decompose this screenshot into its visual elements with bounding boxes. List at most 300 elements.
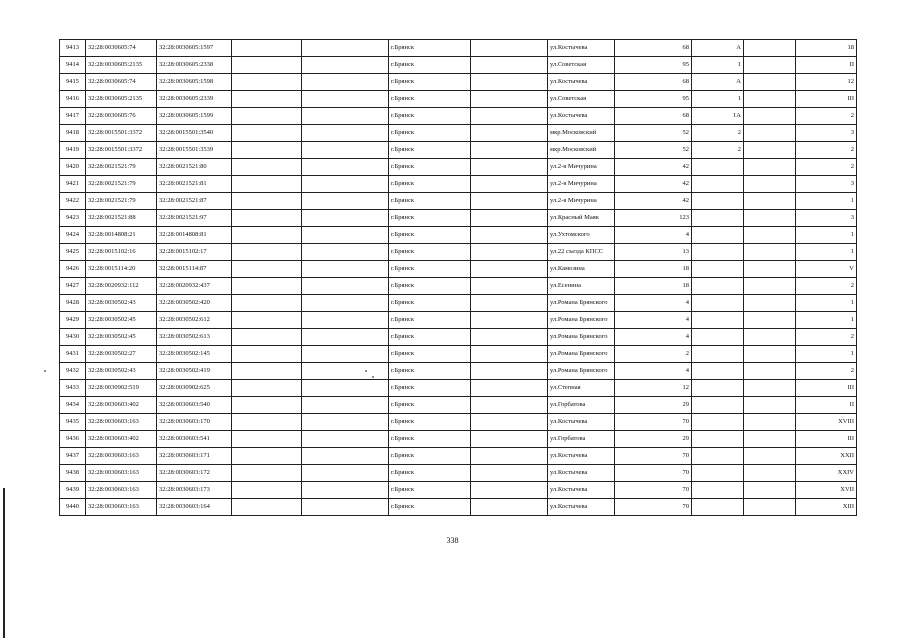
street-cell: ул.Костычева [548,499,615,516]
cadastral-number-cell: 32:28:0030502:613 [157,329,232,346]
cadastral-number-cell: 32:28:0030603:541 [157,431,232,448]
city-cell: г.Брянск [389,193,471,210]
table-row [60,108,857,125]
city-cell: г.Брянск [389,329,471,346]
empty-cell [471,312,548,329]
house-number-cell: 52 [615,125,692,142]
cadastral-block-cell: 32:28:0021521:79 [86,176,157,193]
empty-cell [302,363,389,380]
row-number-cell: 9440 [60,499,86,516]
apartment-cell: 2 [796,142,857,159]
empty-cell [471,159,548,176]
empty-cell [471,91,548,108]
row-number-cell: 9416 [60,91,86,108]
table-row [60,74,857,91]
empty-cell [744,159,796,176]
building-cell: 2 [692,125,744,142]
apartment-cell: 1 [796,346,857,363]
table-row [60,329,857,346]
street-cell: ул.Красный Маяк [548,210,615,227]
city-cell: г.Брянск [389,346,471,363]
city-cell: г.Брянск [389,278,471,295]
table-row [60,482,857,499]
empty-cell [744,261,796,278]
cadastral-block-cell: 32:28:0030502:45 [86,312,157,329]
empty-cell [744,312,796,329]
empty-cell [471,414,548,431]
apartment-cell: XXIV [796,465,857,482]
cadastral-block-cell: 32:28:0030502:43 [86,363,157,380]
scan-speck [365,370,367,372]
apartment-cell: II [796,57,857,74]
house-number-cell: 70 [615,448,692,465]
table-row [60,125,857,142]
house-number-cell: 70 [615,499,692,516]
apartment-cell: 12 [796,74,857,91]
empty-cell [302,346,389,363]
table-row [60,159,857,176]
street-cell: ул.Романа Брянского [548,312,615,329]
house-number-cell: 42 [615,193,692,210]
empty-cell [302,142,389,159]
empty-cell [302,227,389,244]
empty-cell [744,176,796,193]
empty-cell [744,482,796,499]
table-row [60,91,857,108]
apartment-cell: 2 [796,363,857,380]
empty-cell [302,295,389,312]
building-cell [692,312,744,329]
empty-cell [232,74,302,91]
empty-cell [744,227,796,244]
empty-cell [302,329,389,346]
street-cell: ул.Есенина [548,278,615,295]
street-cell: ул.Романа Брянского [548,329,615,346]
cadastral-number-cell: 32:28:0021521:80 [157,159,232,176]
building-cell [692,397,744,414]
street-cell: ул.2-я Мичурина [548,176,615,193]
house-number-cell: 4 [615,329,692,346]
empty-cell [471,397,548,414]
empty-cell [744,278,796,295]
building-cell: 1А [692,108,744,125]
table-row [60,397,857,414]
empty-cell [302,244,389,261]
city-cell: г.Брянск [389,448,471,465]
empty-cell [302,57,389,74]
row-number-cell: 9432 [60,363,86,380]
empty-cell [302,125,389,142]
cadastral-block-cell: 32:28:0015501:3372 [86,125,157,142]
table-row [60,278,857,295]
street-cell: ул.Костычева [548,448,615,465]
table-row [60,295,857,312]
house-number-cell: 42 [615,176,692,193]
cadastral-number-cell: 32:28:0030502:420 [157,295,232,312]
empty-cell [744,125,796,142]
street-cell: ул.22 съезда КПСС [548,244,615,261]
row-number-cell: 9438 [60,465,86,482]
apartment-cell: 1 [796,227,857,244]
empty-cell [471,380,548,397]
empty-cell [232,108,302,125]
empty-cell [232,312,302,329]
registry-table-body [60,40,857,516]
row-number-cell: 9418 [60,125,86,142]
row-number-cell: 9431 [60,346,86,363]
row-number-cell: 9435 [60,414,86,431]
house-number-cell: 95 [615,91,692,108]
empty-cell [471,448,548,465]
empty-cell [471,210,548,227]
empty-cell [471,108,548,125]
street-cell: ул.Горбатова [548,431,615,448]
empty-cell [302,312,389,329]
house-number-cell: 2 [615,346,692,363]
cadastral-block-cell: 32:28:0021521:79 [86,193,157,210]
empty-cell [744,431,796,448]
cadastral-block-cell: 32:28:0030603:402 [86,397,157,414]
empty-cell [471,74,548,91]
cadastral-block-cell: 32:28:0015501:3372 [86,142,157,159]
empty-cell [744,244,796,261]
city-cell: г.Брянск [389,210,471,227]
house-number-cell: 18 [615,261,692,278]
cadastral-block-cell: 32:28:0015102:16 [86,244,157,261]
cadastral-block-cell: 32:28:0030605:76 [86,108,157,125]
building-cell [692,244,744,261]
city-cell: г.Брянск [389,74,471,91]
empty-cell [744,329,796,346]
building-cell [692,380,744,397]
row-number-cell: 9425 [60,244,86,261]
apartment-cell: III [796,91,857,108]
empty-cell [302,261,389,278]
empty-cell [744,108,796,125]
empty-cell [302,482,389,499]
city-cell: г.Брянск [389,295,471,312]
row-number-cell: 9424 [60,227,86,244]
building-cell [692,159,744,176]
cadastral-number-cell: 32:28:0030605:1598 [157,74,232,91]
empty-cell [744,465,796,482]
empty-cell [232,448,302,465]
empty-cell [471,346,548,363]
house-number-cell: 52 [615,142,692,159]
empty-cell [302,448,389,465]
empty-cell [302,159,389,176]
cadastral-block-cell: 32:28:0030605:2135 [86,91,157,108]
empty-cell [302,91,389,108]
city-cell: г.Брянск [389,108,471,125]
building-cell [692,448,744,465]
empty-cell [232,329,302,346]
empty-cell [232,397,302,414]
city-cell: г.Брянск [389,91,471,108]
empty-cell [471,40,548,57]
empty-cell [471,465,548,482]
cadastral-block-cell: 32:28:0030605:74 [86,40,157,57]
building-cell [692,193,744,210]
empty-cell [471,329,548,346]
row-number-cell: 9433 [60,380,86,397]
house-number-cell: 4 [615,363,692,380]
table-row [60,193,857,210]
table-row [60,380,857,397]
apartment-cell: III [796,380,857,397]
apartment-cell: II [796,397,857,414]
table-row [60,244,857,261]
row-number-cell: 9420 [60,159,86,176]
street-cell: ул.Костычева [548,108,615,125]
building-cell [692,499,744,516]
empty-cell [744,363,796,380]
empty-cell [232,278,302,295]
house-number-cell: 4 [615,312,692,329]
house-number-cell: 68 [615,108,692,125]
empty-cell [302,499,389,516]
street-cell: ул.Костычева [548,482,615,499]
cadastral-number-cell: 32:28:0015114:87 [157,261,232,278]
empty-cell [471,261,548,278]
house-number-cell: 123 [615,210,692,227]
apartment-cell: 2 [796,159,857,176]
apartment-cell: 1 [796,295,857,312]
house-number-cell: 68 [615,40,692,57]
empty-cell [232,40,302,57]
empty-cell [471,278,548,295]
cadastral-block-cell: 32:28:0030502:43 [86,295,157,312]
empty-cell [232,465,302,482]
empty-cell [302,74,389,91]
apartment-cell: 18 [796,40,857,57]
cadastral-number-cell: 32:28:0014808:81 [157,227,232,244]
row-number-cell: 9427 [60,278,86,295]
city-cell: г.Брянск [389,465,471,482]
empty-cell [744,346,796,363]
table-row [60,312,857,329]
city-cell: г.Брянск [389,261,471,278]
house-number-cell: 70 [615,465,692,482]
row-number-cell: 9419 [60,142,86,159]
apartment-cell: 3 [796,125,857,142]
empty-cell [232,244,302,261]
empty-cell [232,363,302,380]
empty-cell [232,295,302,312]
empty-cell [471,176,548,193]
empty-cell [232,125,302,142]
empty-cell [471,431,548,448]
street-cell: мкр.Московский [548,142,615,159]
empty-cell [471,125,548,142]
street-cell: ул.2-я Мичурина [548,193,615,210]
cadastral-number-cell: 32:28:0021521:97 [157,210,232,227]
table-row [60,431,857,448]
table-row [60,210,857,227]
row-number-cell: 9436 [60,431,86,448]
street-cell: ул.Костычева [548,74,615,91]
cadastral-block-cell: 32:28:0030603:163 [86,448,157,465]
row-number-cell: 9422 [60,193,86,210]
empty-cell [232,142,302,159]
street-cell: ул.Степная [548,380,615,397]
empty-cell [232,482,302,499]
empty-cell [471,499,548,516]
city-cell: г.Брянск [389,244,471,261]
empty-cell [744,380,796,397]
building-cell [692,295,744,312]
cadastral-block-cell: 32:28:0021521:88 [86,210,157,227]
empty-cell [232,499,302,516]
cadastral-number-cell: 32:28:0030502:419 [157,363,232,380]
house-number-cell: 70 [615,414,692,431]
empty-cell [471,482,548,499]
street-cell: ул.Советская [548,91,615,108]
table-row [60,499,857,516]
city-cell: г.Брянск [389,57,471,74]
street-cell: ул.Романа Брянского [548,363,615,380]
street-cell: ул.Романа Брянского [548,295,615,312]
cadastral-block-cell: 32:28:0020932:112 [86,278,157,295]
empty-cell [232,414,302,431]
apartment-cell: XVII [796,482,857,499]
apartment-cell: 1 [796,312,857,329]
house-number-cell: 4 [615,295,692,312]
city-cell: г.Брянск [389,159,471,176]
city-cell: г.Брянск [389,363,471,380]
scan-speck [44,370,46,372]
cadastral-number-cell: 32:28:0030605:1597 [157,40,232,57]
cadastral-block-cell: 32:28:0030603:163 [86,499,157,516]
building-cell [692,261,744,278]
table-row [60,346,857,363]
row-number-cell: 9437 [60,448,86,465]
table-row [60,142,857,159]
cadastral-number-cell: 32:28:0030902:625 [157,380,232,397]
apartment-cell: XXII [796,448,857,465]
empty-cell [232,346,302,363]
street-cell: ул.Камозина [548,261,615,278]
building-cell [692,346,744,363]
empty-cell [744,295,796,312]
cadastral-block-cell: 32:28:0030603:163 [86,482,157,499]
row-number-cell: 9429 [60,312,86,329]
cadastral-number-cell: 32:28:0030603:173 [157,482,232,499]
row-number-cell: 9423 [60,210,86,227]
city-cell: г.Брянск [389,176,471,193]
table-row [60,414,857,431]
house-number-cell: 29 [615,431,692,448]
apartment-cell: V [796,261,857,278]
empty-cell [471,363,548,380]
cadastral-block-cell: 32:28:0030603:402 [86,431,157,448]
house-number-cell: 18 [615,278,692,295]
street-cell: ул.Костычева [548,414,615,431]
empty-cell [744,40,796,57]
house-number-cell: 68 [615,74,692,91]
cadastral-number-cell: 32:28:0030603:164 [157,499,232,516]
row-number-cell: 9439 [60,482,86,499]
apartment-cell: 1 [796,193,857,210]
street-cell: ул.2-я Мичурина [548,159,615,176]
cadastral-number-cell: 32:28:0021521:87 [157,193,232,210]
building-cell [692,363,744,380]
cadastral-number-cell: 32:28:0015102:17 [157,244,232,261]
empty-cell [744,91,796,108]
row-number-cell: 9413 [60,40,86,57]
empty-cell [302,278,389,295]
apartment-cell: 1 [796,244,857,261]
empty-cell [302,193,389,210]
empty-cell [302,108,389,125]
table-row [60,448,857,465]
table-row [60,227,857,244]
empty-cell [302,465,389,482]
table-row [60,465,857,482]
empty-cell [302,176,389,193]
cadastral-number-cell: 32:28:0030603:171 [157,448,232,465]
apartment-cell: XVIII [796,414,857,431]
city-cell: г.Брянск [389,482,471,499]
building-cell [692,278,744,295]
house-number-cell: 4 [615,227,692,244]
row-number-cell: 9415 [60,74,86,91]
apartment-cell: 3 [796,210,857,227]
street-cell: ул.Советская [548,57,615,74]
empty-cell [232,159,302,176]
cadastral-number-cell: 32:28:0030603:170 [157,414,232,431]
building-cell: 2 [692,142,744,159]
row-number-cell: 9430 [60,329,86,346]
cadastral-number-cell: 32:28:0030605:1599 [157,108,232,125]
cadastral-block-cell: 32:28:0030603:163 [86,465,157,482]
cadastral-number-cell: 32:28:0030502:145 [157,346,232,363]
house-number-cell: 12 [615,380,692,397]
apartment-cell: 2 [796,329,857,346]
table-row [60,40,857,57]
empty-cell [232,91,302,108]
empty-cell [232,57,302,74]
cadastral-number-cell: 32:28:0020932:437 [157,278,232,295]
apartment-cell: 3 [796,176,857,193]
empty-cell [232,380,302,397]
apartment-cell: 2 [796,108,857,125]
building-cell [692,329,744,346]
building-cell [692,227,744,244]
cadastral-block-cell: 32:28:0030605:2135 [86,57,157,74]
empty-cell [744,142,796,159]
city-cell: г.Брянск [389,431,471,448]
building-cell [692,414,744,431]
house-number-cell: 29 [615,397,692,414]
empty-cell [744,210,796,227]
street-cell: ул.Горбатова [548,397,615,414]
registry-table [59,39,857,516]
apartment-cell: III [796,431,857,448]
street-cell: мкр.Московский [548,125,615,142]
empty-cell [744,448,796,465]
cadastral-block-cell: 32:28:0030502:45 [86,329,157,346]
row-number-cell: 9428 [60,295,86,312]
city-cell: г.Брянск [389,227,471,244]
table-row [60,363,857,380]
cadastral-number-cell: 32:28:0015501:3539 [157,142,232,159]
row-number-cell: 9417 [60,108,86,125]
row-number-cell: 9421 [60,176,86,193]
empty-cell [471,295,548,312]
city-cell: г.Брянск [389,380,471,397]
building-cell: А [692,74,744,91]
